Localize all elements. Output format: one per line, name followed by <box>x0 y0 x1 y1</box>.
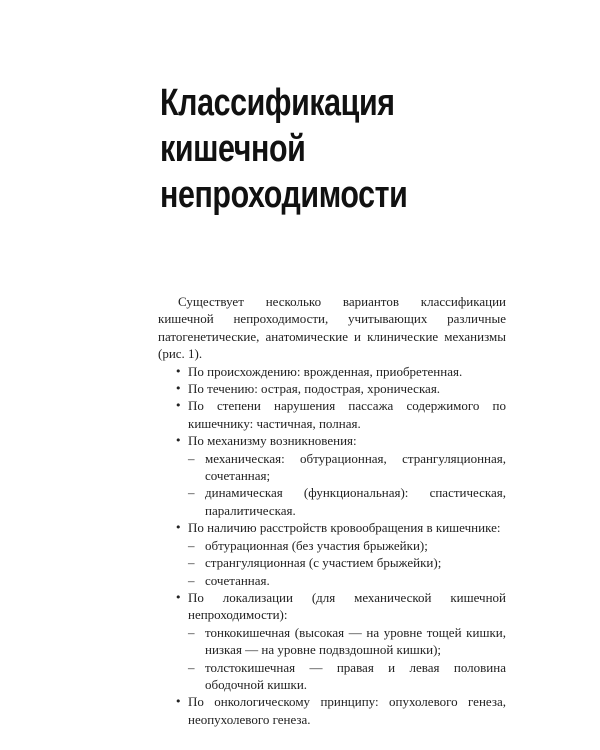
sub-list-item-text: странгуляционная (с участием брыжейки); <box>205 555 442 571</box>
chapter-title-line: непроходимости <box>160 174 408 216</box>
bullet-icon: • <box>175 590 182 604</box>
list-item-text: По происхождению: врожденная, приобретенная. <box>188 363 463 379</box>
list-item <box>158 519 506 589</box>
chapter-title <box>160 80 416 218</box>
sub-list-item-text: обтурационная (без участия брыжейки); <box>205 537 428 553</box>
list-item <box>158 589 506 693</box>
dash-icon: – <box>188 572 195 588</box>
dash-icon: – <box>188 555 195 571</box>
sub-list <box>188 624 506 694</box>
intro-paragraph: Существует несколько вариантов классификации кишечной непроходимости, учитывающих различные патогенетические, анатомические и клинические механизмы (рис. 1). <box>158 294 506 362</box>
bullet-icon: • <box>175 434 182 448</box>
sub-list-item-text: механическая: обтурационная, странгуляционная, сочетанная; <box>205 450 506 484</box>
list-item-text: По течению: острая, подострая, хроническая. <box>188 381 441 397</box>
sub-list-item <box>158 537 506 554</box>
sub-list-item-text: динамическая (функциональная): спастическая, паралитическая. <box>205 485 506 518</box>
sub-list-item <box>158 484 506 519</box>
list-item <box>158 397 506 432</box>
list-item <box>158 380 506 397</box>
list-item <box>158 432 506 519</box>
dash-icon: – <box>188 537 195 553</box>
dash-icon: – <box>188 659 195 675</box>
chapter-title-line: кишечной <box>160 128 306 170</box>
body-text <box>158 293 506 728</box>
bullet-icon: • <box>175 382 182 396</box>
dash-icon: – <box>188 450 195 466</box>
sub-list-item <box>158 624 506 659</box>
list-item-text: По степени нарушения пассажа содержимого по кишечнику: частичная, полная. <box>188 398 506 431</box>
list-item-text: По локализации (для механической кишечной непроходимости): <box>188 589 506 623</box>
classification-list <box>158 363 506 729</box>
dash-icon: – <box>188 624 195 640</box>
list-item-text: По онкологическому принципу: опухолевого генеза, неопухолевого генеза. <box>188 694 506 727</box>
dash-icon: – <box>188 485 195 501</box>
sub-list-item-text: толстокишечная — правая и левая половина ободочной кишки. <box>205 659 506 692</box>
list-item-text: По механизму возникновения: <box>188 433 357 449</box>
bullet-icon: • <box>175 364 182 378</box>
sub-list-item <box>158 554 506 571</box>
bullet-icon: • <box>175 399 182 413</box>
sub-list-item-text: тонкокишечная (высокая — на уровне тощей кишки, низкая — на уровне подвздошной кишки); <box>205 624 506 658</box>
chapter-title-line: Классификация <box>160 82 395 124</box>
bullet-icon: • <box>175 521 182 535</box>
sub-list-item <box>158 572 506 589</box>
sub-list <box>188 537 506 589</box>
sub-list-item-text: сочетанная. <box>205 572 270 588</box>
bullet-icon: • <box>175 695 182 709</box>
list-item <box>158 693 506 728</box>
sub-list-item <box>158 659 506 694</box>
list-item <box>158 363 506 380</box>
list-item-text: По наличию расстройств кровообращения в кишечнике: <box>188 520 501 536</box>
sub-list-item <box>158 450 506 485</box>
sub-list <box>188 450 506 520</box>
